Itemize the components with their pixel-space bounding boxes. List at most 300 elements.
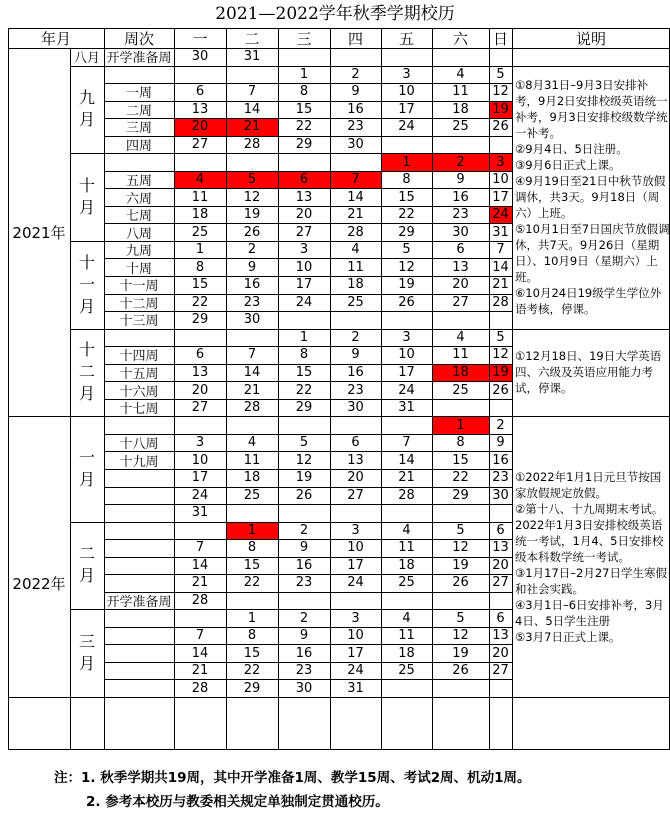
grid-line [104, 574, 512, 575]
day-cell [226, 153, 278, 171]
grid-line [104, 539, 512, 540]
week-label: 十八周 [119, 437, 159, 452]
day-cell: 17 [398, 101, 415, 117]
month-label-char: 二 [78, 544, 95, 564]
note-item: ②第十八、十九周期末考试。2022年1月3日安排校级英语统一考试，1月4、5日安排校级本科数学统一考试。 [515, 501, 664, 564]
day-cell: 21 [226, 118, 278, 136]
day-cell: 1 [247, 610, 257, 626]
day-cell: 8 [247, 628, 257, 644]
day-cell: 13 [191, 101, 209, 117]
day-cell: 5 [402, 242, 411, 258]
grid-line [104, 241, 512, 242]
day-cell: 1 [432, 416, 489, 434]
day-cell: 19 [243, 207, 261, 223]
day-cell [489, 136, 512, 154]
day-cell: 17 [492, 189, 509, 205]
day-cell: 2 [351, 329, 360, 345]
month-label-char: 月 [78, 384, 95, 404]
day-cell: 24 [347, 663, 364, 679]
grid-line [104, 627, 512, 628]
week-label [104, 644, 174, 662]
day-cell: 21 [398, 470, 415, 486]
week-label: 开学准备周 [106, 51, 172, 66]
week-label: 六周 [125, 191, 152, 206]
month-label-char: 月 [78, 296, 95, 316]
grid-line [104, 346, 512, 347]
day-cell: 29 [295, 136, 313, 152]
day-cell: 24 [347, 575, 364, 591]
month-label: 八月 [73, 51, 100, 66]
grid-line [104, 451, 512, 452]
day-cell: 21 [492, 277, 509, 293]
day-cell: 23 [347, 382, 364, 398]
header-day-5: 五 [398, 29, 414, 48]
day-cell [432, 311, 489, 329]
day-cell: 22 [243, 663, 261, 679]
week-label [104, 679, 174, 697]
day-cell: 30 [191, 49, 209, 65]
day-cell: 13 [492, 540, 509, 556]
month-label [70, 609, 104, 697]
month-label-char: 三 [78, 632, 95, 652]
note-item: ①8月31日–9月3日安排补考，9月2日安排校级英语统一补考，9月3日安排校级数学统一补考。 [515, 78, 668, 141]
note-item: ⑤10月1日至7日国庆节放假调休，共7天。9月26日（星期日）、10月9日（星期六）上班。 [515, 222, 670, 285]
day-cell: 11 [398, 628, 415, 644]
day-cell: 17 [347, 645, 364, 661]
week-label [104, 153, 174, 171]
day-cell: 31 [398, 400, 415, 416]
month-label [70, 66, 104, 154]
day-cell [489, 48, 512, 66]
note-item: ②9月4日、5日注册。 [515, 142, 628, 157]
grid-line [104, 644, 512, 645]
day-cell: 26 [452, 575, 469, 591]
day-cell: 2 [496, 417, 505, 433]
day-cell: 25 [452, 382, 469, 398]
day-cell: 6 [351, 435, 360, 451]
day-cell: 18 [347, 277, 364, 293]
note-item: ③9月6日正式上课。 [515, 158, 621, 173]
week-label: 十周 [125, 261, 152, 276]
week-label [104, 487, 174, 505]
day-cell: 22 [295, 382, 313, 398]
day-cell: 25 [243, 487, 261, 503]
day-cell [174, 153, 226, 171]
week-label: 开学准备周 [106, 595, 172, 610]
day-cell: 26 [243, 224, 261, 240]
day-cell [489, 399, 512, 417]
week-label: 十九周 [119, 454, 159, 469]
day-cell [226, 66, 278, 84]
week-label [104, 539, 174, 557]
day-cell: 16 [243, 277, 261, 293]
grid-line [104, 399, 512, 400]
week-label: 十四周 [119, 349, 159, 364]
day-cell: 30 [295, 680, 313, 696]
note-item: ⑥10月24日19级学生学位外语考核，停课。 [515, 286, 662, 317]
grid-line [104, 592, 512, 593]
day-cell: 26 [398, 294, 415, 310]
day-cell [381, 311, 432, 329]
day-cell: 17 [295, 277, 313, 293]
day-cell [381, 416, 432, 434]
day-cell: 1 [195, 242, 205, 258]
day-cell: 10 [398, 84, 415, 100]
day-cell: 3 [299, 242, 309, 258]
week-label: 七周 [125, 209, 152, 224]
day-cell: 18 [191, 207, 209, 223]
grid-line [512, 329, 669, 330]
grid-line [104, 697, 512, 698]
day-cell: 31 [492, 224, 509, 240]
day-cell: 28 [347, 224, 364, 240]
day-cell [489, 311, 512, 329]
week-label: 一周 [125, 86, 152, 101]
day-cell: 14 [243, 364, 261, 380]
grid-line [104, 276, 512, 277]
day-cell: 10 [295, 259, 313, 275]
week-label [104, 522, 174, 540]
day-cell: 8 [299, 347, 309, 363]
day-cell: 31 [191, 505, 209, 521]
day-cell: 7 [247, 84, 257, 100]
day-cell: 30 [243, 312, 261, 328]
day-cell: 12 [452, 540, 469, 556]
grid-line [104, 609, 512, 610]
day-cell [278, 504, 330, 522]
day-cell: 1 [299, 66, 309, 82]
day-cell: 27 [492, 663, 509, 679]
day-cell: 1 [381, 153, 432, 171]
day-cell: 18 [432, 364, 489, 382]
day-cell [489, 679, 512, 697]
grid-line [104, 136, 512, 137]
day-cell: 17 [347, 557, 364, 573]
day-cell [381, 504, 432, 522]
day-cell: 10 [398, 347, 415, 363]
day-cell: 16 [492, 452, 509, 468]
day-cell: 6 [278, 171, 330, 189]
day-cell [330, 504, 381, 522]
day-cell: 20 [347, 470, 364, 486]
day-cell: 28 [191, 593, 209, 608]
day-cell: 31 [243, 49, 261, 65]
week-label: 三周 [125, 121, 152, 136]
day-cell [278, 416, 330, 434]
day-cell [330, 592, 381, 610]
day-cell: 9 [299, 628, 309, 644]
month-label-char: 月 [78, 566, 95, 586]
day-cell: 20 [492, 557, 509, 573]
day-cell: 7 [247, 347, 257, 363]
day-cell: 10 [347, 540, 364, 556]
month-label-char: 月 [78, 110, 95, 130]
day-cell: 4 [174, 171, 226, 189]
grid-line [70, 697, 104, 698]
day-cell [432, 504, 489, 522]
day-cell: 2 [351, 66, 360, 82]
day-cell: 25 [398, 663, 415, 679]
day-cell: 21 [347, 207, 364, 223]
day-cell: 23 [492, 470, 509, 486]
day-cell: 8 [402, 172, 411, 188]
day-cell [432, 592, 489, 610]
day-cell: 14 [191, 645, 209, 661]
day-cell: 23 [295, 575, 313, 591]
grid-line [8, 28, 669, 29]
day-cell: 25 [398, 575, 415, 591]
header-day-4: 四 [347, 29, 363, 48]
week-label: 八周 [125, 226, 152, 241]
day-cell: 15 [295, 101, 313, 117]
grid-line [104, 487, 512, 488]
day-cell [174, 609, 226, 627]
day-cell: 24 [489, 206, 512, 224]
day-cell: 19 [489, 101, 512, 119]
week-label [104, 66, 174, 84]
day-cell: 19 [452, 557, 469, 573]
day-cell [381, 136, 432, 154]
day-cell: 13 [452, 259, 469, 275]
calendar-title: 2021—2022学年秋季学期校历 [215, 4, 455, 24]
day-cell: 29 [398, 224, 415, 240]
day-cell: 13 [191, 364, 209, 380]
week-label: 二周 [125, 103, 152, 119]
month-label [70, 522, 104, 610]
day-cell [174, 522, 226, 540]
day-cell: 15 [191, 277, 209, 293]
day-cell: 27 [347, 487, 364, 503]
month-label-char: 十 [78, 340, 95, 360]
month-label-char: 一 [78, 274, 95, 294]
notes-block [512, 66, 670, 329]
day-cell: 20 [174, 118, 226, 136]
day-cell: 12 [452, 628, 469, 644]
day-cell: 5 [496, 66, 505, 82]
header-week: 周次 [123, 29, 154, 48]
footer-note-2: 2. 参考本校历与教委相关规定单独制定贯通校历。 [86, 794, 389, 810]
header-notes: 说明 [575, 29, 606, 48]
day-cell: 24 [295, 294, 313, 310]
day-cell: 29 [452, 487, 469, 503]
month-label-char: 月 [78, 469, 95, 489]
year-label: 2022年 [12, 574, 66, 593]
grid-line [8, 697, 70, 698]
day-cell: 14 [243, 101, 261, 117]
grid-line [104, 557, 512, 558]
week-label: 十六周 [119, 384, 159, 399]
grid-line [104, 434, 512, 435]
day-cell: 14 [492, 259, 509, 275]
month-label [70, 329, 104, 417]
day-cell: 26 [492, 119, 509, 135]
grid-line [8, 416, 70, 417]
day-cell: 3 [351, 610, 360, 626]
day-cell: 28 [398, 487, 415, 503]
grid-line [512, 416, 669, 417]
grid-line [70, 153, 104, 154]
day-cell [432, 48, 489, 66]
grid-line [70, 522, 104, 523]
month-label-char: 九 [78, 88, 95, 108]
day-cell: 7 [195, 540, 205, 556]
day-cell: 6 [496, 610, 505, 626]
week-label [104, 574, 174, 592]
day-cell: 27 [452, 294, 469, 310]
day-cell: 15 [398, 189, 415, 205]
day-cell: 18 [398, 645, 415, 661]
header-year-month: 年月 [40, 29, 71, 48]
day-cell: 26 [492, 382, 509, 398]
day-cell: 9 [299, 540, 309, 556]
day-cell: 12 [243, 189, 261, 205]
day-cell: 18 [243, 470, 261, 486]
day-cell: 9 [351, 84, 360, 100]
day-cell [278, 48, 330, 66]
header-day-2: 二 [244, 29, 260, 48]
day-cell: 2 [247, 242, 257, 258]
day-cell: 7 [330, 171, 381, 189]
week-label: 十二周 [119, 296, 159, 312]
day-cell: 9 [351, 347, 360, 363]
grid-line [512, 697, 669, 698]
day-cell: 12 [492, 84, 509, 100]
day-cell: 21 [191, 575, 209, 591]
day-cell: 18 [452, 101, 469, 117]
day-cell: 13 [347, 452, 364, 468]
week-label: 四周 [125, 138, 152, 154]
header-day-6: 六 [452, 29, 468, 48]
month-label-char: 月 [78, 198, 95, 218]
day-cell: 22 [295, 119, 313, 135]
grid-line [104, 311, 512, 312]
day-cell: 19 [398, 277, 415, 293]
day-cell: 15 [452, 452, 469, 468]
week-label [104, 329, 174, 347]
grid-line [104, 469, 512, 470]
grid-line [104, 364, 512, 365]
day-cell [432, 679, 489, 697]
day-cell: 25 [347, 294, 364, 310]
day-cell: 7 [402, 435, 411, 451]
day-cell: 7 [496, 242, 505, 258]
day-cell: 9 [496, 435, 505, 451]
day-cell: 15 [243, 645, 261, 661]
day-cell: 20 [492, 645, 509, 661]
day-cell: 23 [243, 294, 261, 310]
day-cell: 29 [243, 680, 261, 696]
grid-line [104, 522, 512, 523]
day-cell: 11 [191, 189, 209, 205]
calendar-table [8, 28, 670, 750]
day-cell [330, 48, 381, 66]
day-cell: 11 [452, 347, 469, 363]
day-cell: 27 [191, 400, 209, 416]
day-cell: 23 [452, 207, 469, 223]
day-cell: 20 [191, 382, 209, 398]
day-cell: 17 [191, 470, 209, 486]
day-cell: 16 [295, 645, 313, 661]
week-label: 五周 [125, 174, 152, 189]
day-cell: 11 [347, 259, 364, 275]
day-cell [381, 48, 432, 66]
day-cell [278, 311, 330, 329]
month-label-char: 十 [78, 252, 95, 272]
header-day-1: 一 [192, 29, 208, 48]
day-cell: 24 [191, 487, 209, 503]
day-cell: 30 [347, 136, 364, 152]
day-cell: 22 [398, 207, 415, 223]
week-label [104, 469, 174, 487]
month-label-char: 二 [78, 362, 95, 382]
day-cell: 6 [195, 347, 205, 363]
day-cell [330, 153, 381, 171]
grid-line [104, 206, 512, 207]
day-cell: 3 [402, 66, 411, 82]
day-cell: 12 [398, 259, 415, 275]
note-item: ⑤3月7日正式上课。 [515, 629, 621, 644]
day-cell: 4 [456, 66, 465, 82]
day-cell: 4 [402, 522, 411, 538]
day-cell: 2 [299, 610, 309, 626]
day-cell: 12 [295, 452, 313, 468]
grid-line [104, 258, 512, 259]
week-label [104, 627, 174, 645]
day-cell [432, 136, 489, 154]
day-cell: 26 [295, 487, 313, 503]
grid-line [104, 118, 512, 119]
day-cell: 2 [299, 522, 309, 538]
footer-note-1: 注：1. 秋季学期共19周，其中开学准备1周、教学15周、考试2周、机动1周。 [54, 770, 531, 786]
day-cell: 1 [226, 522, 278, 540]
day-cell: 22 [191, 294, 209, 310]
day-cell: 19 [452, 645, 469, 661]
grid-line [8, 28, 9, 750]
day-cell: 16 [295, 557, 313, 573]
day-cell: 14 [398, 452, 415, 468]
grid-line [104, 83, 512, 84]
year-label: 2021年 [12, 223, 66, 242]
day-cell [174, 66, 226, 84]
day-cell: 15 [295, 364, 313, 380]
day-cell: 4 [351, 242, 360, 258]
grid-line [70, 416, 104, 417]
notes-block [512, 329, 670, 417]
month-label-char: 月 [78, 654, 95, 674]
day-cell [174, 416, 226, 434]
day-cell: 11 [243, 452, 261, 468]
day-cell: 11 [452, 84, 469, 100]
day-cell: 5 [456, 522, 465, 538]
day-cell: 5 [299, 435, 309, 451]
day-cell: 9 [456, 172, 465, 188]
day-cell: 2 [432, 153, 489, 171]
day-cell: 30 [492, 487, 509, 503]
day-cell: 3 [195, 435, 205, 451]
header-day-7: 日 [492, 29, 508, 48]
day-cell: 30 [347, 400, 364, 416]
note-item: ④3月1日–6日安排补考，3月4日、5日学生注册 [515, 597, 664, 628]
header-day-3: 三 [296, 29, 312, 48]
grid-line [512, 66, 669, 67]
grid-line [104, 153, 512, 154]
grid-line [8, 48, 669, 49]
week-label: 九周 [125, 244, 152, 259]
month-label [70, 153, 104, 241]
day-cell: 8 [299, 84, 309, 100]
day-cell: 8 [195, 259, 205, 275]
day-cell: 6 [195, 84, 205, 100]
